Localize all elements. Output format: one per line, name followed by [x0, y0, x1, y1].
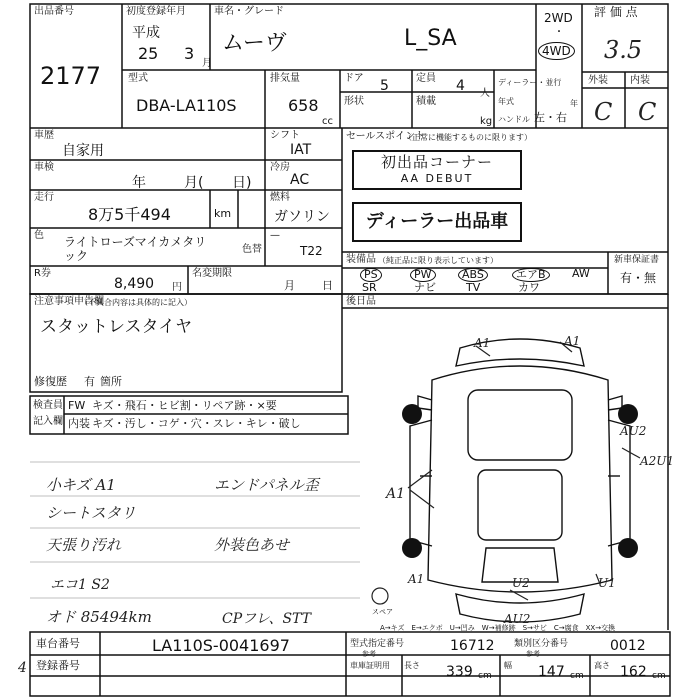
- first-registration-label: 初度登録年月: [126, 6, 186, 17]
- registration-month: 3: [184, 44, 195, 63]
- repair-label: 修復歴: [34, 375, 67, 388]
- notes-text: スタットレスタイヤ: [40, 317, 193, 337]
- damage-mark-front-left: A1: [474, 336, 491, 350]
- inspector-label-1: 検査員: [33, 400, 63, 411]
- handwritten-note-4: エンドパネル歪: [214, 476, 319, 494]
- drive-dot: ・: [554, 27, 564, 38]
- shaken-month: 月: [284, 279, 295, 292]
- handwritten-note-5: 外装色あせ: [214, 536, 290, 554]
- interior-grade: C: [638, 98, 657, 126]
- displacement: 658: [288, 96, 319, 115]
- handle-value: 左・右: [534, 111, 567, 124]
- inspection-year: 年: [132, 175, 146, 191]
- color-label: 色: [34, 230, 44, 241]
- recycle-label: R券: [34, 268, 51, 279]
- lot-number: 2177: [40, 62, 102, 90]
- height-unit: cm: [652, 671, 666, 681]
- class-number: 0012: [610, 638, 646, 654]
- equip-abs: ABS: [458, 268, 488, 282]
- inspection-day: 日): [232, 175, 252, 191]
- shift-label: シフト: [270, 130, 300, 141]
- ac: AC: [290, 172, 310, 188]
- dealer-label: ディーラー・並行: [498, 78, 562, 87]
- spec-number-ref: 参考: [362, 650, 376, 658]
- inspector-row1-head: FW: [68, 399, 86, 412]
- inspection-month: 月(: [184, 175, 204, 191]
- repair-value: 有: [84, 375, 95, 388]
- registration-label: 登録番号: [36, 659, 80, 672]
- inspection-label: 車検: [34, 162, 54, 173]
- spec-number-label: 型式指定番号: [350, 639, 405, 649]
- damage-mark-left-side: A1: [386, 486, 406, 502]
- fuel: ガソリン: [274, 209, 330, 225]
- guarantee-label: 新車保証書: [614, 255, 660, 265]
- color-code-dash: —: [270, 230, 280, 241]
- ac-label: 冷房: [270, 162, 290, 173]
- length: 339: [446, 664, 473, 680]
- era: 平成: [132, 25, 160, 41]
- damage-legend: A→キズ E→エクボ U→凹み W→補修跡 S→サビ C→腐食 XX→交換: [380, 624, 616, 632]
- interior-label: 内装: [630, 75, 650, 86]
- debut-stamp: [352, 150, 522, 190]
- load-unit: kg: [480, 116, 493, 127]
- notes-label: 注意事項申告欄: [34, 296, 104, 307]
- handwritten-note-1: 小キズ A1: [46, 476, 116, 494]
- inspector-row1: キズ・飛石・ヒビ割・リペア跡・×要: [92, 399, 277, 412]
- inspector-row2: キズ・汚し・コゲ・穴・スレ・キレ・破し: [92, 417, 301, 430]
- equip-aw: AW: [572, 267, 590, 280]
- color-change-label: 色替: [242, 244, 262, 255]
- damage-mark-right-rear: U1: [598, 576, 616, 590]
- km-unit: km: [214, 207, 232, 220]
- damage-mark-rear-center: U2: [512, 576, 530, 590]
- damage-mark-front-right: A1: [564, 334, 581, 348]
- equipment-sub: （純正品に限り表示しています）: [378, 256, 498, 265]
- chassis-label: 車台番号: [36, 637, 80, 650]
- chassis-number: LA110S-0041697: [152, 636, 290, 655]
- height-label: 高さ: [594, 661, 610, 670]
- color-line2: ック: [64, 249, 89, 263]
- debut-stamp-line2: AA DEBUT: [400, 172, 474, 185]
- handwritten-note-6: エコ1 S2: [50, 577, 110, 593]
- height: 162: [620, 664, 647, 680]
- load-label: 積載: [416, 96, 436, 107]
- class-number-ref: 参考: [526, 650, 540, 658]
- handwritten-note-2: シートスタリ: [46, 504, 136, 522]
- shift: IAT: [290, 142, 312, 158]
- sales-point-sub: （正常に機能するものに限ります）: [404, 133, 532, 142]
- width: 147: [538, 664, 565, 680]
- equipment-label: 装備品: [346, 254, 376, 265]
- spare-label: スペア: [372, 608, 393, 616]
- handwritten-note-7: オド 85494km: [46, 608, 152, 626]
- recycle-value: 8,490: [114, 276, 155, 292]
- handwritten-note-3: 天張り汚れ: [46, 536, 122, 554]
- margin-mark: 4: [18, 660, 27, 676]
- car-name: ムーヴ: [222, 31, 287, 56]
- sales-point-title: セールスポイント: [346, 131, 426, 142]
- shaken-day: 日: [322, 279, 333, 292]
- rear-items-label: 後日品: [346, 296, 376, 307]
- fuel-label: 燃料: [270, 192, 290, 203]
- usage-label: 車歴: [34, 130, 54, 141]
- notes-sub: （不具合内容は具体的に記入）: [80, 298, 192, 307]
- damage-mark-right-front: AU2: [620, 424, 647, 438]
- model-label: 型式: [128, 73, 148, 84]
- cert-label: 車庫証明用: [350, 661, 390, 670]
- exterior-label: 外装: [588, 75, 608, 86]
- equip-leather: カワ: [518, 281, 540, 294]
- width-label: 幅: [504, 661, 512, 670]
- equip-ps: PS: [360, 268, 382, 282]
- registration-year: 25: [138, 44, 159, 63]
- handwritten-note-8: CPフレ、STT: [222, 611, 311, 627]
- debut-stamp-line1: 初出品コーナー: [380, 153, 493, 171]
- car-name-label: 車名・グレード: [214, 6, 284, 17]
- width-unit: cm: [570, 671, 584, 681]
- mileage: 8万5千494: [88, 205, 171, 224]
- rating-label: 評 価 点: [594, 5, 638, 19]
- dealer-stamp: ディーラー出品車: [352, 202, 522, 242]
- shape-label: 形状: [344, 96, 364, 107]
- equip-navi: ナビ: [414, 281, 436, 294]
- equip-tv: TV: [466, 281, 481, 294]
- doors: 5: [380, 78, 389, 94]
- drive-2wd: 2WD: [544, 11, 573, 25]
- drive-4wd: 4WD: [538, 42, 575, 60]
- rating: 3.5: [604, 36, 643, 64]
- damage-mark-right-side: A2U1: [640, 454, 675, 468]
- capacity: 4: [456, 78, 465, 94]
- displacement-label: 排気量: [270, 73, 300, 84]
- color-code: T22: [300, 244, 323, 258]
- inspector-label-2: 記入欄: [33, 416, 63, 427]
- lot-number-label: 出品番号: [34, 6, 74, 17]
- cc-unit: cc: [322, 116, 333, 127]
- length-label: 長さ: [404, 661, 420, 670]
- repair-suffix: 箇所: [100, 375, 122, 388]
- handle-label: ハンドル: [498, 115, 530, 124]
- usage: 自家用: [62, 143, 104, 159]
- color-line1: ライトローズマイカメタリ: [64, 235, 207, 249]
- year-label: 年式: [498, 97, 514, 106]
- guarantee-value: 有・無: [620, 271, 657, 285]
- capacity-unit: 人: [480, 88, 490, 99]
- recycle-unit: 円: [172, 282, 182, 293]
- capacity-label: 定員: [416, 73, 436, 84]
- model: DBA-LA110S: [136, 96, 237, 115]
- shaken-label: 名変期限: [192, 268, 232, 279]
- spec-number: 16712: [450, 638, 495, 654]
- grade: L_SA: [404, 26, 457, 51]
- length-unit: cm: [478, 671, 492, 681]
- doors-label: ドア: [344, 73, 364, 84]
- mileage-label: 走行: [34, 192, 54, 203]
- class-number-label: 類別区分番号: [514, 639, 569, 649]
- damage-mark-left-rear: A1: [408, 572, 425, 586]
- month-suffix: 月: [202, 58, 212, 69]
- damage-mark-rear-bumper: AU2: [504, 612, 531, 626]
- equip-pw: PW: [410, 268, 436, 282]
- equip-airbag: エアB: [512, 268, 550, 282]
- inspector-row2-head: 内装: [68, 417, 90, 430]
- equip-sr: SR: [362, 281, 377, 294]
- year-unit: 年: [570, 99, 578, 108]
- exterior-grade: C: [594, 98, 613, 126]
